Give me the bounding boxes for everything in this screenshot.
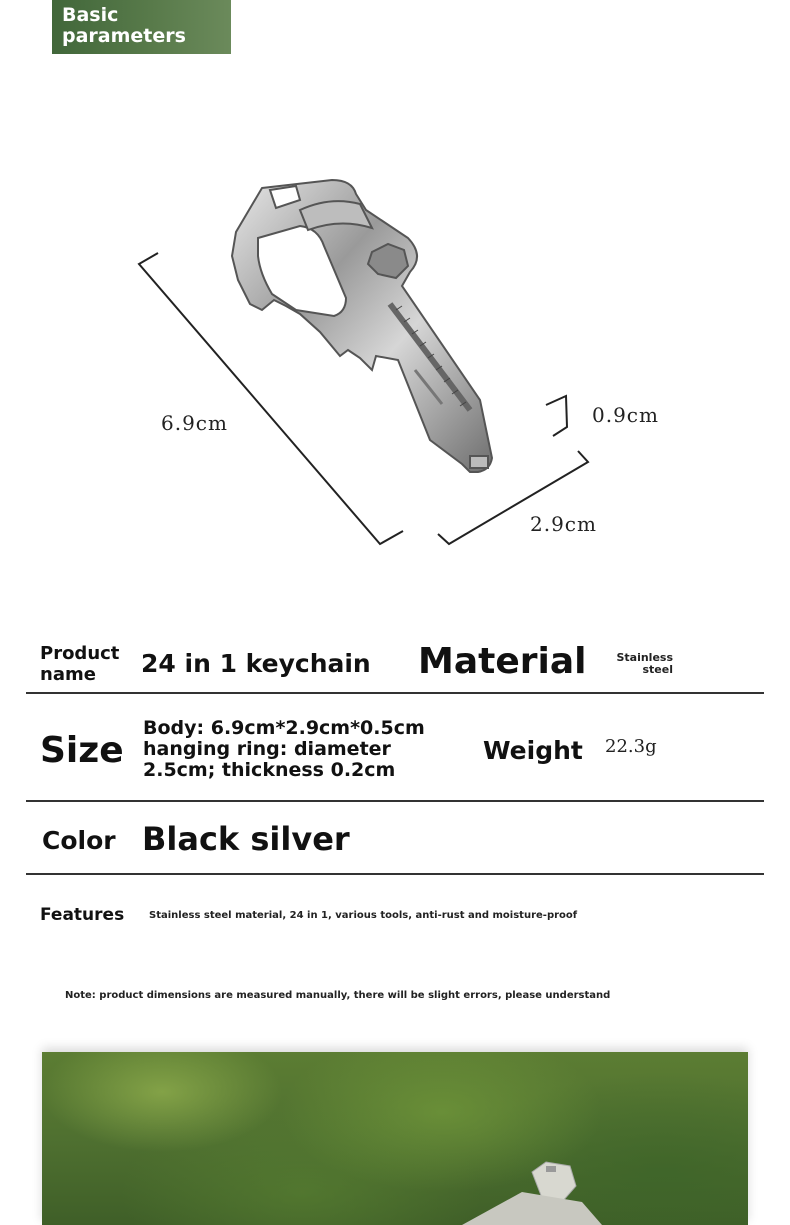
- weight-label: Weight: [483, 736, 583, 765]
- table-divider: [26, 873, 764, 875]
- weight-value: 22.3g: [605, 736, 657, 757]
- product-name-label: [40, 643, 119, 685]
- features-value: Stainless steel material, 24 in 1, various tools, anti-rust and moisture-proof: [149, 910, 578, 921]
- photo-keychain-tip: [42, 1052, 748, 1225]
- width-label: 2.9cm: [530, 512, 597, 536]
- length-label: 6.9cm: [161, 411, 228, 435]
- section-badge: [52, 0, 231, 54]
- keychain-illustration: [0, 60, 790, 620]
- features-label: Features: [40, 905, 125, 925]
- product-name-value: 24 in 1 keychain: [141, 649, 371, 678]
- size-value: [143, 718, 425, 781]
- material-label: Material: [418, 641, 587, 682]
- badge-line-2: parameters: [62, 25, 186, 47]
- product-photo: [42, 1052, 748, 1225]
- color-label: Color: [42, 826, 116, 855]
- material-value-line-1: Stainless: [616, 651, 673, 664]
- keychain-body: [232, 180, 492, 472]
- size-value-line-1: Body: 6.9cm*2.9cm*0.5cm: [143, 717, 425, 739]
- measurement-note: Note: product dimensions are measured manually, there will be slight errors, please understand: [65, 990, 611, 1001]
- product-name-label-line-1: Product: [40, 643, 120, 664]
- table-divider: [26, 692, 764, 694]
- dimension-diagram: [0, 60, 790, 620]
- size-value-line-3: 2.5cm; thickness 0.2cm: [143, 759, 396, 781]
- material-value: [600, 652, 673, 676]
- size-value-line-2: hanging ring: diameter: [143, 738, 391, 760]
- thickness-bracket: [546, 396, 567, 436]
- color-value: Black silver: [142, 820, 350, 858]
- size-label: Size: [40, 730, 124, 771]
- badge-line-1: Basic: [62, 4, 119, 26]
- table-divider: [26, 800, 764, 802]
- thickness-label: 0.9cm: [592, 403, 659, 427]
- product-name-label-line-2: name: [40, 664, 96, 685]
- material-value-line-2: steel: [642, 663, 673, 676]
